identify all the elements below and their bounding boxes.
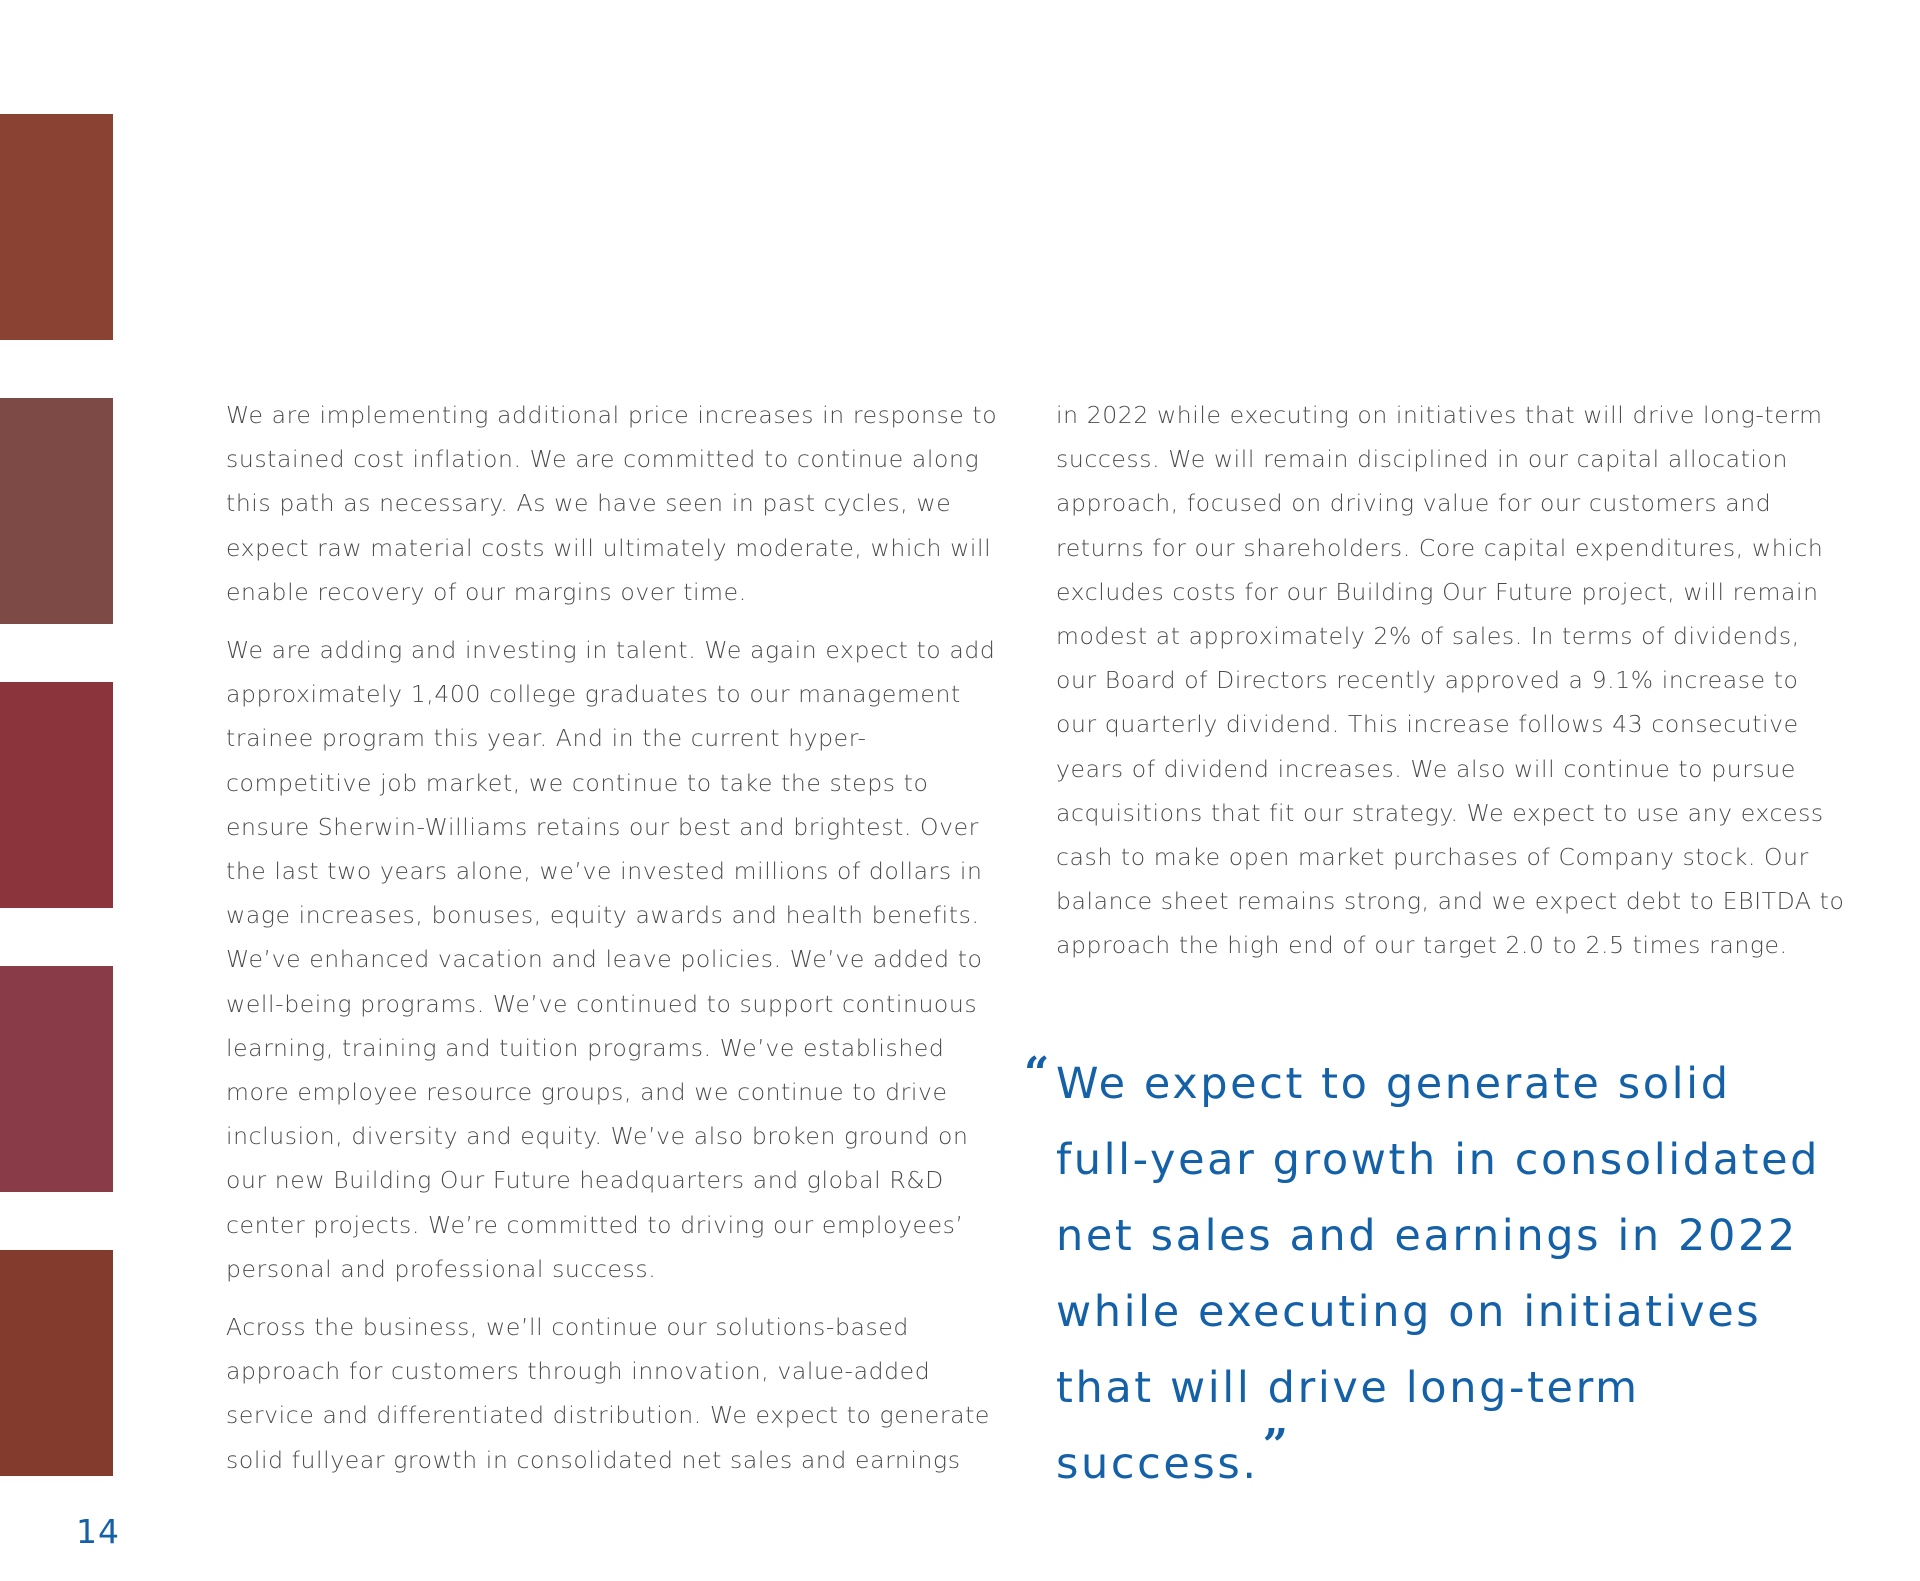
color-swatch-2 — [0, 398, 113, 624]
open-quote-mark: “ — [1024, 1048, 1052, 1099]
close-quote-mark: ” — [1262, 1420, 1291, 1471]
pull-quote-text: We expect to generate solid full-year growth in consolidated net sales and earnings in 2022 while executing on initiatives that will drive long-term success. — [1056, 1059, 1821, 1489]
color-swatch-4 — [0, 966, 113, 1192]
left-paragraph-1: We are implementing additional price increases in response to sustained cost inflation. We are committed to continue along this path as necessary. As we have seen in past cycles, we expect raw material costs will ultimately moderate, which will enable recovery of our margins over time. — [226, 401, 998, 606]
color-swatch-1 — [0, 114, 113, 340]
color-swatch-5 — [0, 1250, 113, 1476]
right-paragraph-1: in 2022 while executing on initiatives that will drive long-term success. We will remain disciplined in our capital allocation approach, focused on driving value for our customers and returns for our shareholders. Core capital expenditures, which excludes costs for our Building Our Future project, will remain modest at approximately 2% of sales. In terms of dividends, our Board of Directors recently approved a 9.1% increase to our quarterly dividend. This increase follows 43 consecutive years of dividend increases. We also will continue to pursue acquisitions that fit our strategy. We expect to use any excess cash to make open market purchases of Company stock. Our balance sheet remains strong, and we expect debt to EBITDA to approach the high end of our target 2.0 to 2.5 times range. — [1056, 401, 1845, 960]
pull-quote-body — [1024, 1046, 1824, 1502]
page-number: 14 — [76, 1512, 120, 1551]
right-text-column — [1056, 393, 1846, 982]
left-paragraph-3: Across the business, we’ll continue our solutions-based approach for customers through innovation, value-added service and differentiated distribution. We expect to generate solid fullyear growth in consolidated net sales and earnings — [226, 1313, 990, 1474]
pull-quote — [1024, 1046, 1824, 1502]
left-text-column — [226, 393, 998, 1496]
color-swatch-3 — [0, 682, 113, 908]
left-paragraph-2: We are adding and investing in talent. We again expect to add approximately 1,400 college graduates to our management trainee program this year. And in the current hyper-competitive job market, we continue to take the steps to ensure Sherwin-Williams retains our best and brightest. Over the last two years alone, we’ve invested millions of dollars in wage increases, bonuses, equity awards and health benefits. We’ve enhanced vacation and leave policies. We’ve added to well-being programs. We’ve continued to support continuous learning, training and tuition programs. We’ve established more employee resource groups, and we continue to drive inclusion, diversity and equity. We’ve also broken ground on our new Building Our Future headquarters and global R&D center projects. We’re committed to driving our employees’ personal and professional success. — [226, 636, 996, 1283]
